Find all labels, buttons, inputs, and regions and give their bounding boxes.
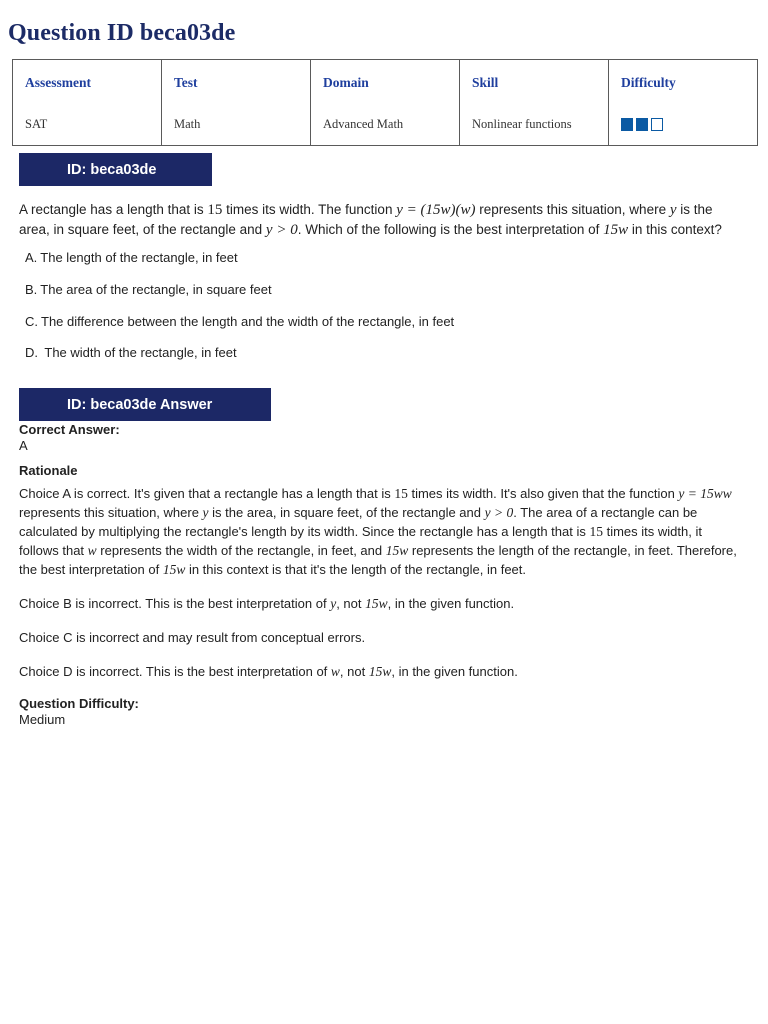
rationale-math: y > 0: [484, 505, 514, 520]
stem-math-15: 15: [207, 202, 223, 218]
rationale-paragraph-d: [19, 664, 518, 680]
difficulty-bar-1: [621, 118, 633, 131]
correct-answer-value: A: [19, 438, 28, 453]
meta-header-assessment: Assessment: [25, 75, 91, 90]
stem-math-condition: y > 0: [265, 222, 298, 238]
difficulty-indicator: [621, 118, 745, 131]
choice-letter: D.: [25, 345, 38, 360]
meta-cell-domain: [311, 60, 460, 146]
meta-value-skill: Nonlinear functions: [472, 117, 572, 131]
rationale-paragraph-b: [19, 596, 514, 612]
rationale-paragraph-c: Choice C is incorrect and may result from conceptual errors.: [19, 630, 366, 645]
meta-cell-assessment: [13, 60, 162, 146]
stem-math-function: y = (15w)(w): [396, 202, 476, 218]
question-difficulty-value: Medium: [19, 712, 66, 727]
rationale-text: Choice A is correct. It's given that a rectangle has a length that is: [19, 486, 395, 501]
choice-letter: B.: [25, 282, 38, 297]
choice-text: The width of the rectangle, in feet: [41, 345, 237, 360]
choice-letter: A.: [25, 250, 38, 265]
rationale-text: , in the given function.: [391, 664, 518, 679]
meta-header-difficulty: Difficulty: [621, 75, 676, 90]
correct-answer-label: Correct Answer:: [19, 422, 120, 437]
rationale-math: y: [202, 505, 209, 520]
meta-cell-test: [162, 60, 311, 146]
difficulty-bar-2: [636, 118, 648, 131]
rationale-text: represents this situation, where: [19, 505, 203, 520]
page-title: Question ID beca03de: [8, 20, 236, 46]
difficulty-bar-3: [651, 118, 663, 131]
question-id-banner: ID: beca03de: [19, 153, 212, 186]
meta-cell-difficulty: [609, 60, 758, 146]
stem-text: times its width. The function: [222, 202, 397, 217]
rationale-text: in this context is that it's the length of the rectangle, in feet.: [185, 562, 527, 577]
rationale-text: represents the width of the rectangle, in feet, and: [96, 543, 386, 558]
meta-header-skill: Skill: [472, 75, 499, 90]
rationale-text: times its width, it follows that: [19, 524, 702, 558]
choice-text: The area of the rectangle, in square feet: [40, 282, 272, 297]
rationale-paragraph-a: [19, 484, 744, 579]
choice-a[interactable]: [25, 250, 238, 265]
meta-value-domain: Advanced Math: [323, 117, 404, 131]
stem-text: . Which of the following is the best interpretation of: [297, 222, 604, 237]
rationale-math: 15w: [368, 664, 392, 679]
rationale-text: , in the given function.: [387, 596, 515, 611]
stem-text: A rectangle has a length that is: [19, 202, 208, 217]
meta-header-domain: Domain: [323, 75, 369, 90]
rationale-math: w: [330, 664, 340, 679]
choice-c[interactable]: [25, 314, 454, 329]
rationale-text: , not: [336, 596, 366, 611]
rationale-text: , not: [339, 664, 369, 679]
rationale-label: Rationale: [19, 463, 78, 478]
choice-text: The difference between the length and the width of the rectangle, in feet: [41, 314, 455, 329]
rationale-text: represents the length of the rectangle, in feet. Therefore, the best interpretation of: [19, 543, 737, 577]
stem-math-15w: 15w: [603, 222, 629, 238]
rationale-math: 15w: [162, 562, 186, 577]
question-difficulty-label: Question Difficulty:: [19, 696, 139, 711]
choice-d[interactable]: [25, 345, 237, 360]
rationale-text: Choice D is incorrect. This is the best interpretation of: [19, 664, 331, 679]
rationale-text: Choice B is incorrect. This is the best interpretation of: [19, 596, 331, 611]
stem-math-y: y: [669, 202, 677, 218]
rationale-math: y: [330, 596, 337, 611]
rationale-math: w: [87, 543, 97, 558]
question-stem: [19, 200, 744, 240]
choice-letter: C.: [25, 314, 38, 329]
choice-b[interactable]: [25, 282, 272, 297]
question-meta-table: [12, 59, 758, 146]
answer-id-banner: ID: beca03de Answer: [19, 388, 271, 421]
rationale-math: 15w: [385, 543, 409, 558]
choice-text: The length of the rectangle, in feet: [40, 250, 238, 265]
meta-value-assessment: SAT: [25, 117, 48, 131]
rationale-math: 15: [394, 486, 408, 501]
rationale-math: 15: [589, 524, 603, 539]
rationale-math: y = 15ww: [678, 486, 732, 501]
rationale-math: 15w: [365, 596, 388, 611]
stem-text: in this context?: [628, 222, 722, 237]
meta-header-test: Test: [174, 75, 198, 90]
stem-text: is the area, in square feet, of the rectangle and: [19, 202, 713, 237]
meta-cell-skill: [460, 60, 609, 146]
rationale-text: . The area of a rectangle can be calculated by multiplying the rectangle's length by its width. Since the rectangle has a length that is: [19, 505, 698, 539]
meta-value-test: Math: [174, 117, 201, 131]
rationale-text: is the area, in square feet, of the rectangle and: [208, 505, 485, 520]
rationale-text: times its width. It's also given that the function: [407, 486, 679, 501]
stem-text: represents this situation, where: [475, 202, 670, 217]
